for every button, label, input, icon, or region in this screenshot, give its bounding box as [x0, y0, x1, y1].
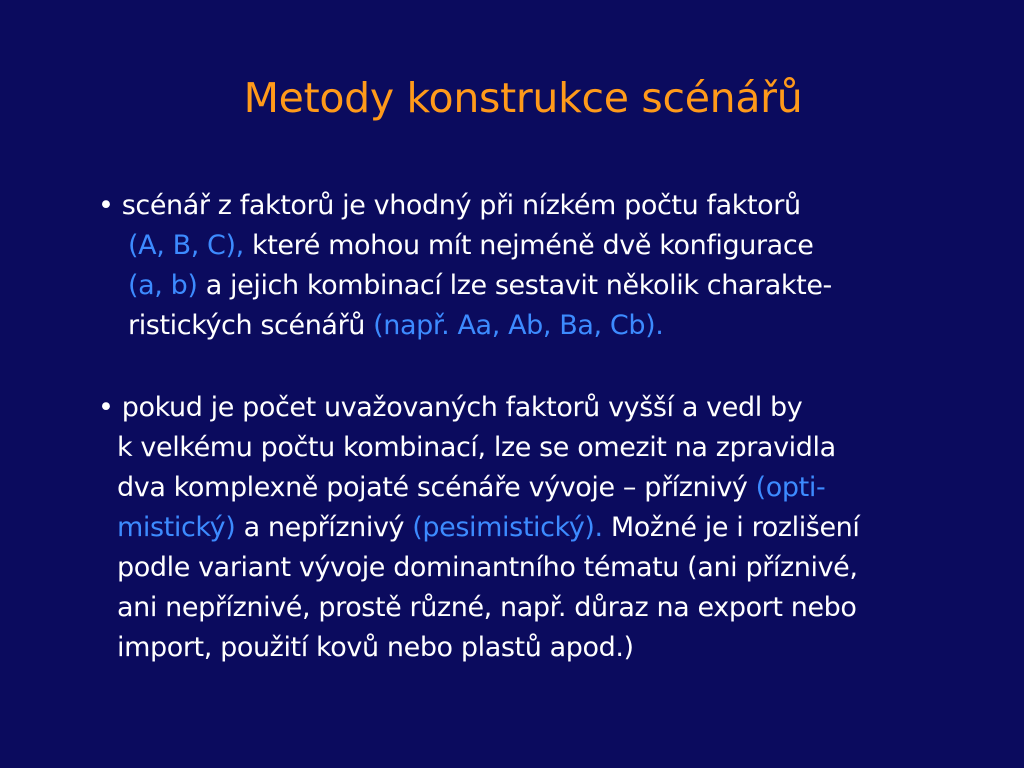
bullet-1-text-2: které mohou mít nejméně dvě konfigurace — [243, 230, 814, 261]
bullet-2-text-6: ani nepříznivé, prostě různé, např. důraz na export nebo — [117, 592, 857, 623]
bullet-1-line-2 — [128, 227, 813, 265]
bullet-2-line-7 — [117, 629, 634, 667]
bullet-2-line-3 — [117, 469, 825, 507]
bullet-2-text-2: k velkému počtu kombinací, lze se omezit na zpravidla — [117, 432, 836, 463]
bullet-2-text-5: podle variant vývoje dominantního tématu (ani příznivé, — [117, 552, 858, 583]
bullet-2-line-6 — [117, 589, 857, 627]
bullet-1-highlight-examples: (např. Aa, Ab, Ba, Cb). — [373, 310, 664, 341]
bullet-1-highlight-configs: (a, b) — [128, 270, 198, 301]
bullet-1-line-4 — [128, 307, 663, 345]
bullet-2-text-1: pokud je počet uvažovaných faktorů vyšší a vedl by — [121, 392, 803, 423]
bullet-2-text-7: import, použití kovů nebo plastů apod.) — [117, 632, 634, 663]
bullet-marker: • — [98, 392, 114, 423]
bullet-2-line-1 — [98, 389, 802, 427]
bullet-2-text-3: dva komplexně pojaté scénáře vývoje – příznivý — [117, 472, 756, 503]
bullet-1-line-3 — [128, 267, 832, 305]
bullet-2-line-2 — [117, 429, 836, 467]
bullet-1-text-4: ristických scénářů — [128, 310, 374, 341]
bullet-2-highlight-optimistic-end: mistický) — [117, 512, 236, 543]
bullet-marker: • — [98, 190, 114, 221]
bullet-2-line-5 — [117, 549, 858, 587]
bullet-1-highlight-factors: (A, B, C), — [128, 230, 244, 261]
bullet-1-line-1 — [98, 187, 801, 225]
slide-title: Metody konstrukce scénářů — [243, 74, 803, 122]
bullet-2-text-4a: a nepříznivý — [235, 512, 413, 543]
bullet-2-text-4b: Možné je i rozlišení — [602, 512, 860, 543]
bullet-1-text-1: scénář z faktorů je vhodný při nízkém počtu faktorů — [121, 190, 801, 221]
bullet-2-highlight-optimistic-start: (opti- — [755, 472, 826, 503]
bullet-2-highlight-pessimistic: (pesimistický). — [412, 512, 603, 543]
bullet-2-line-4 — [117, 509, 859, 547]
bullet-1-text-3: a jejich kombinací lze sestavit několik charakte- — [197, 270, 832, 301]
